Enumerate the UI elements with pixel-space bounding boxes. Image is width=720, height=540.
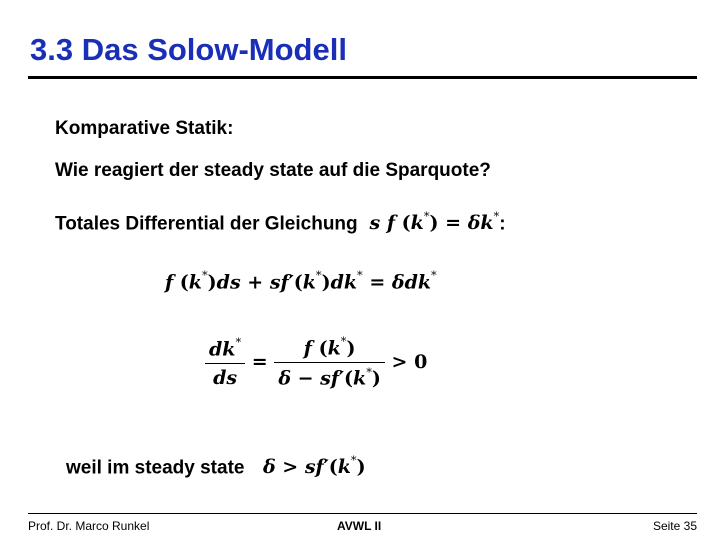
differential-label: Totales Differential der Gleichung <box>55 213 358 235</box>
differential-colon: : <box>499 213 506 235</box>
heading-komparative-statik: Komparative Statik: <box>55 118 234 139</box>
slide-title: 3.3 Das Solow-Modell <box>30 32 347 67</box>
condition-inequality: δ > sf′(k*) <box>249 453 366 479</box>
title-divider <box>28 76 697 79</box>
footer-divider <box>28 513 697 514</box>
footer-course: AVWL II <box>337 519 382 533</box>
differential-line <box>55 211 506 235</box>
footer-author: Prof. Dr. Marco Runkel <box>28 519 150 533</box>
question-text: Wie reagiert der steady state auf die Sparquote? <box>55 160 491 181</box>
condition-line <box>66 455 366 479</box>
condition-label: weil im steady state <box>66 457 245 479</box>
total-differential-equation: f (k*)ds + sf′(k*)dk* = δdk* <box>165 268 437 294</box>
derivative-equation: $\frac{dk^*}{ds}$ = $\frac{f (k^*)}{\delta - sf'(k^*)}$ > 0 <box>205 336 427 390</box>
fraction-f-over-denominator: $\frac{f (k^*)}{\delta - sf'(k^*)}$ <box>274 336 385 390</box>
footer-page-number: Seite 35 <box>652 519 697 533</box>
fraction-dk-ds: $\frac{dk^*}{ds}$ <box>205 337 245 389</box>
steady-state-equation: s f (k*) = δk* <box>362 209 500 235</box>
